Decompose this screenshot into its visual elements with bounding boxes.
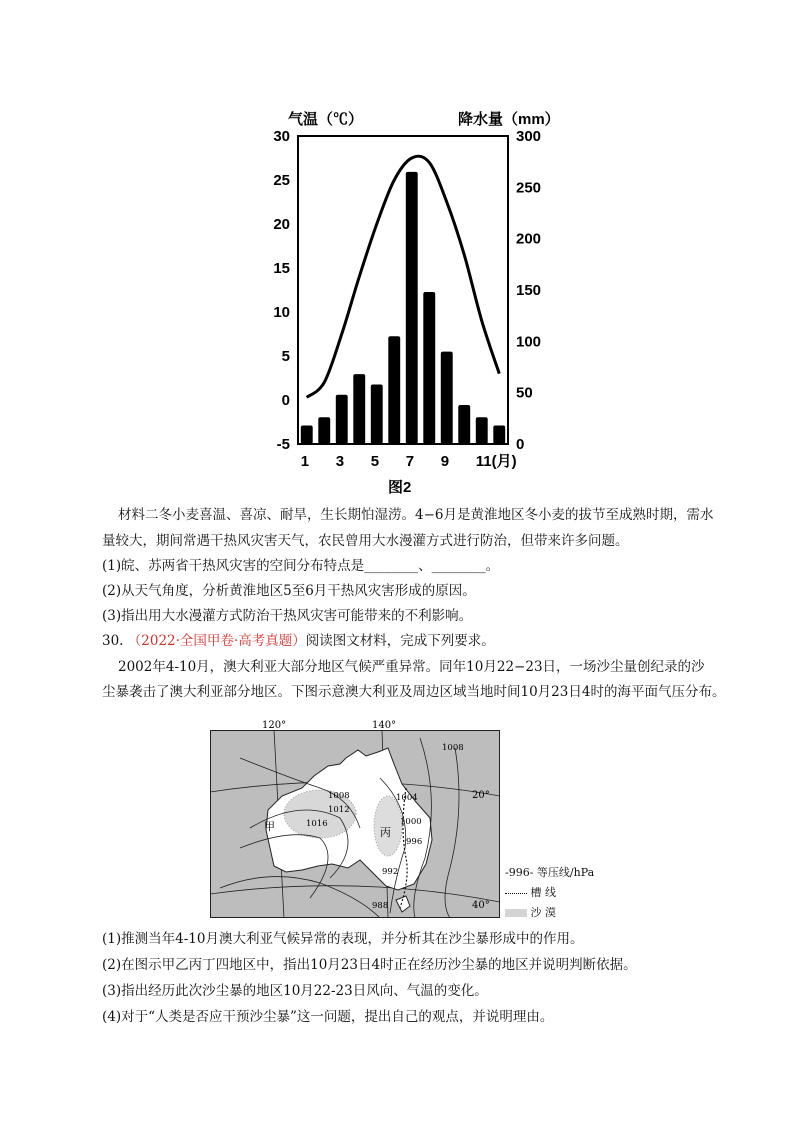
x-tick-label: 5 bbox=[370, 453, 380, 470]
desert-symbol bbox=[505, 909, 527, 917]
left-tick-label: 5 bbox=[281, 348, 290, 365]
precipitation-bar bbox=[493, 426, 505, 444]
x-tick-label: 11(月) bbox=[475, 453, 517, 470]
isobar-label: 988 bbox=[372, 901, 389, 911]
right-tick-label: 50 bbox=[516, 384, 533, 402]
legend-trough bbox=[505, 884, 556, 900]
precipitation-bar bbox=[441, 352, 453, 444]
isobar-label: 1004 bbox=[396, 793, 418, 803]
question-29-2: (2)从天气角度，分析黄淮地区5至6月干热风灾害形成的原因。 bbox=[102, 583, 476, 599]
chart-title: 图2 bbox=[388, 479, 412, 496]
plot-frame bbox=[298, 136, 508, 444]
isobar-label: 992 bbox=[382, 867, 399, 877]
right-tick-label: 250 bbox=[516, 179, 542, 197]
precipitation-bar bbox=[301, 426, 313, 444]
precipitation-bar bbox=[388, 336, 400, 444]
lat-label-20: 20° bbox=[472, 790, 490, 801]
isobar-label: 996 bbox=[406, 837, 423, 847]
left-axis-label: 气温（℃） bbox=[288, 111, 364, 128]
temperature-line bbox=[307, 156, 500, 397]
q30-paragraph-line1: 2002年4-10月，澳大利亚大部分地区气候严重异常。同年10月22−23日，一场沙尘量创纪录的沙 bbox=[118, 659, 705, 675]
right-tick-label: 300 bbox=[516, 128, 542, 145]
question-30-number: 30. bbox=[102, 633, 124, 649]
left-tick-label: 10 bbox=[273, 304, 290, 321]
right-tick-label: 200 bbox=[516, 230, 542, 248]
legend-desert-label: 沙 漠 bbox=[530, 906, 556, 919]
precipitation-bar bbox=[371, 384, 383, 444]
left-tick-label: 25 bbox=[273, 172, 290, 189]
lat-label-40: 40° bbox=[472, 900, 490, 911]
region-label: 丙 bbox=[380, 826, 391, 839]
x-tick-label: 3 bbox=[335, 453, 345, 470]
material2-line2: 量较大，期间常遇干热风灾害天气，农民曾用大水漫灌方式进行防治，但带来许多问题。 bbox=[102, 533, 629, 549]
climate-chart bbox=[262, 100, 562, 500]
trough-symbol bbox=[505, 893, 527, 894]
lon-label-140: 140° bbox=[372, 720, 397, 731]
isobar-label: 1000 bbox=[400, 817, 422, 827]
x-tick-label: 1 bbox=[300, 453, 310, 470]
legend-isobar: -996- 等压线/hPa bbox=[505, 866, 595, 879]
legend-desert bbox=[505, 904, 556, 920]
question-30-source: （2022·全国甲卷·高考真题） bbox=[127, 633, 306, 649]
isobar-label: 1008 bbox=[442, 743, 464, 753]
left-tick-label: 20 bbox=[273, 216, 290, 233]
legend-trough-label: 槽 线 bbox=[530, 886, 556, 899]
left-tick-label: 30 bbox=[273, 128, 290, 145]
precipitation-bar bbox=[318, 417, 330, 444]
isobar-label: 1016 bbox=[306, 819, 328, 829]
question-30-header bbox=[102, 631, 495, 651]
australia-pressure-map bbox=[210, 718, 500, 918]
left-tick-label: 15 bbox=[273, 260, 290, 277]
question-30-1: (1)推测当年4-10月澳大利亚气候异常的表现，并分析其在沙尘暴形成中的作用。 bbox=[102, 931, 584, 947]
x-tick-label: 9 bbox=[440, 453, 450, 470]
right-tick-label: 100 bbox=[516, 333, 542, 351]
question-30-2: (2)在图示甲乙丙丁四地区中，指出10月23日4时正在经历沙尘暴的地区并说明判断依据。 bbox=[102, 957, 637, 973]
isobar-label: 1008 bbox=[328, 791, 350, 801]
question-29-1: (1)皖、苏两省干热风灾害的空间分布特点是________、________。 bbox=[102, 558, 500, 574]
question-30-4: (4)对于“人类是否应干预沙尘暴”这一问题，提出自己的观点，并说明理由。 bbox=[102, 1009, 554, 1025]
right-axis-label: 降水量（mm） bbox=[458, 111, 560, 128]
precipitation-bar bbox=[476, 417, 488, 444]
precipitation-bar bbox=[406, 172, 418, 444]
precipitation-bar bbox=[353, 374, 365, 444]
precipitation-bar bbox=[336, 395, 348, 444]
lon-label-120: 120° bbox=[262, 720, 287, 731]
material2-line1: 材料二冬小麦喜温、喜凉、耐旱，生长期怕湿涝。4−6月是黄淮地区冬小麦的拔节至成熟时期，需水 bbox=[118, 507, 714, 523]
left-tick-label: -5 bbox=[276, 436, 290, 453]
map-legend bbox=[505, 864, 615, 924]
precipitation-bar bbox=[458, 405, 470, 444]
question-30-instruction: 阅读图文材料，完成下列要求。 bbox=[305, 633, 495, 649]
right-tick-label: 0 bbox=[516, 436, 525, 453]
x-tick-label: 7 bbox=[405, 453, 415, 470]
q30-paragraph-line2: 尘暴袭击了澳大利亚部分地区。下图示意澳大利亚及周边区域当地时间10月23日4时的海平面气压分布。 bbox=[102, 684, 726, 700]
right-tick-label: 150 bbox=[516, 282, 542, 299]
region-label: 甲 bbox=[264, 820, 275, 833]
question-30-3: (3)指出经历此次沙尘暴的地区10月22-23日风向、气温的变化。 bbox=[102, 983, 488, 999]
left-tick-label: 0 bbox=[281, 392, 290, 409]
isobar-label: 1012 bbox=[328, 805, 350, 815]
precipitation-bar bbox=[423, 292, 435, 444]
question-29-3: (3)指出用大水漫灌方式防治干热风灾害可能带来的不利影响。 bbox=[102, 608, 473, 624]
